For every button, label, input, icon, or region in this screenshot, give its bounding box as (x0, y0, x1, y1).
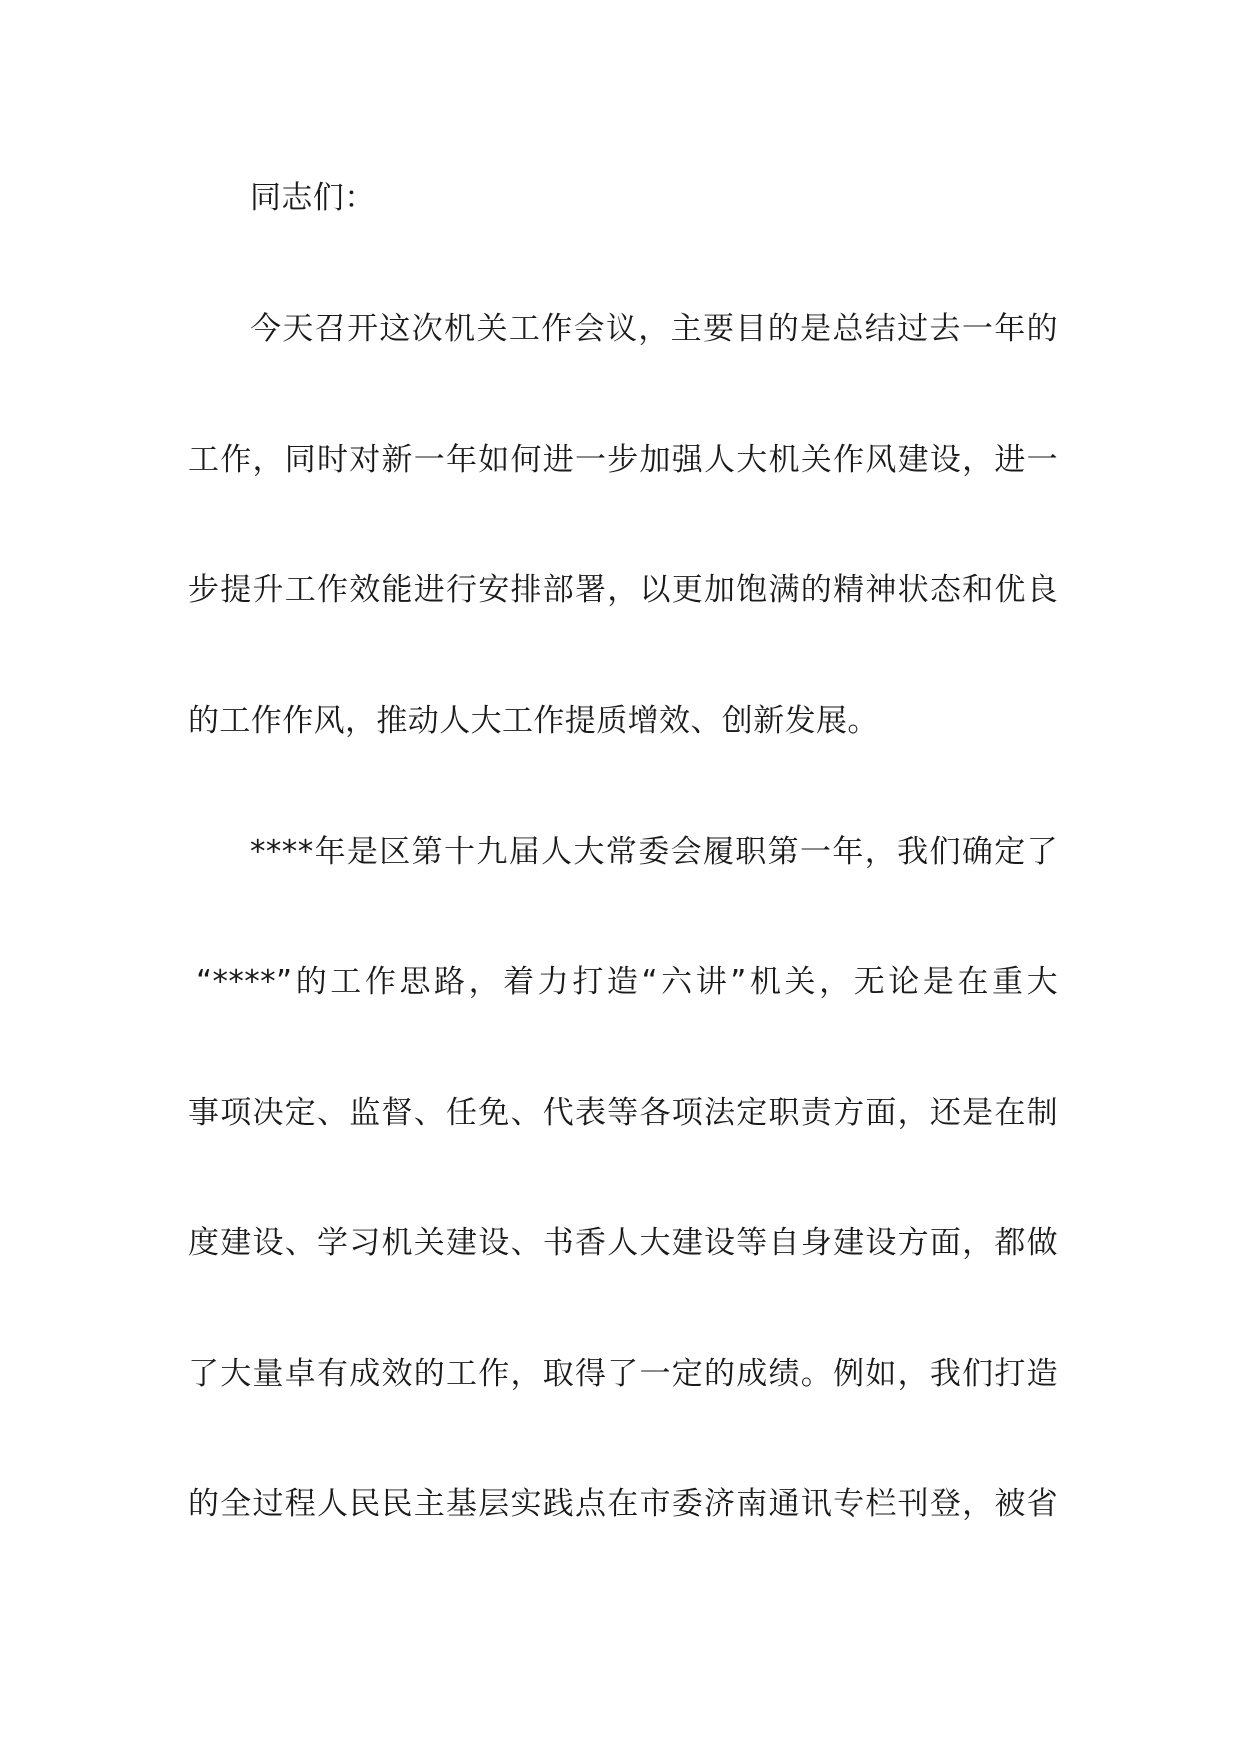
paragraph-line: 今天召开这次机关工作会议，主要目的是总结过去一年的 (250, 311, 1058, 347)
paragraph-line: 工作，同时对新一年如何进一步加强人大机关作风建设，进一 (188, 442, 1058, 478)
paragraph-line: 了大量卓有成效的工作，取得了一定的成绩。例如，我们打造 (188, 1356, 1058, 1392)
paragraph-line: 的全过程人民民主基层实践点在市委济南通讯专栏刊登，被省 (188, 1486, 1058, 1522)
paragraph-line: “****”的工作思路，着力打造“六讲”机关，无论是在重大 (196, 964, 1058, 1000)
paragraph-line: 步提升工作效能进行安排部署，以更加饱满的精神状态和优良 (188, 572, 1058, 608)
paragraph-line: 事项决定、监督、任免、代表等各项法定职责方面，还是在制 (188, 1095, 1058, 1131)
paragraph-line: ****年是区第十九届人大常委会履职第一年，我们确定了 (250, 834, 1058, 870)
paragraph-line: 的工作作风，推动人大工作提质增效、创新发展。 (188, 703, 879, 739)
paragraph-line: 度建设、学习机关建设、书香人大建设等自身建设方面，都做 (188, 1225, 1058, 1261)
salutation: 同志们： (250, 180, 376, 216)
